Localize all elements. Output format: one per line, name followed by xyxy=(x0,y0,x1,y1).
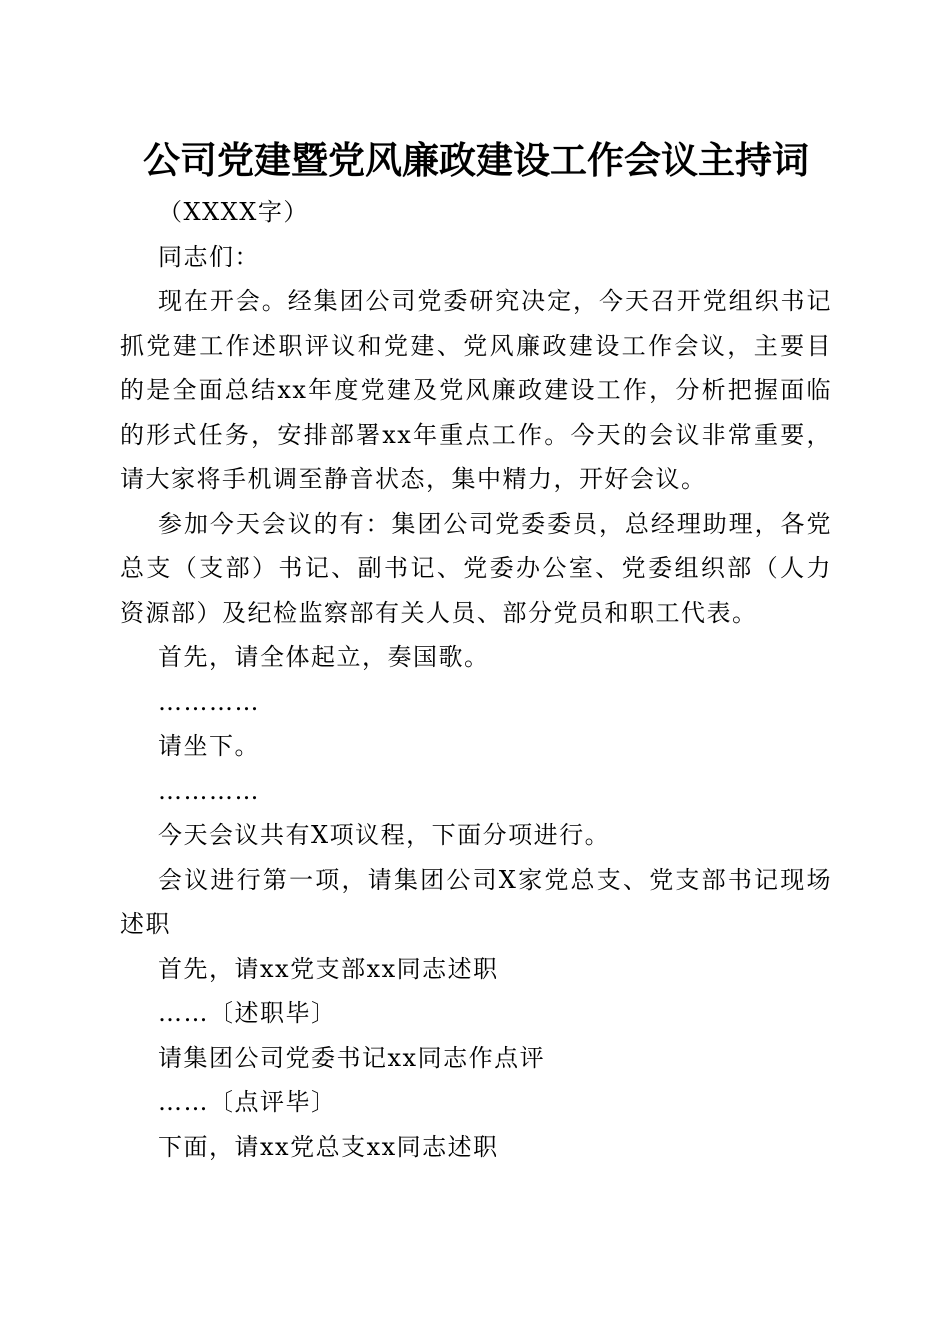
document-title: 公司党建暨党风廉政建设工作会议主持词 xyxy=(143,138,809,182)
comment-request-line: 请集团公司党委书记xx同志作点评 xyxy=(158,1043,546,1072)
comment-finished-line: ……〔点评毕〕 xyxy=(158,1088,337,1116)
opening-paragraph: 现在开会。经集团公司党委研究决定，今天召开党组织书记抓党建工作述职评议和党建、党风廉政建设工作会议，主要目的是全面总结xx年度党建及党风廉政建设工作，分析把握面临的形式任务，安排部署xx年重点工作。今天的会议非常重要，请大家将手机调至静音状态，集中精力，开好会议。 xyxy=(120,287,832,493)
national-anthem-line: 首先，请全体起立，奏国歌。 xyxy=(158,643,490,671)
next-report-line: 下面，请xx党总支xx同志述职 xyxy=(158,1132,499,1161)
first-report-line: 首先，请xx党支部xx同志述职 xyxy=(158,954,499,983)
document-body xyxy=(120,190,832,1169)
agenda-item-one: 会议进行第一项，请集团公司X家党总支、党支部书记现场述职 xyxy=(120,865,832,938)
word-count-note: （XXXX字） xyxy=(158,198,309,226)
salutation: 同志们： xyxy=(158,242,260,271)
ellipsis-line: ………… xyxy=(158,687,260,716)
report-finished-line: ……〔述职毕〕 xyxy=(158,999,337,1027)
ellipsis-line: ………… xyxy=(158,776,260,805)
attendees-paragraph: 参加今天会议的有：集团公司党委委员，总经理助理，各党总支（支部）书记、副书记、党委办公室、党委组织部（人力资源部）及纪检监察部有关人员、部分党员和职工代表。 xyxy=(120,509,832,627)
sit-down-line: 请坐下。 xyxy=(158,732,260,760)
agenda-intro-line: 今天会议共有X项议程，下面分项进行。 xyxy=(158,821,611,849)
